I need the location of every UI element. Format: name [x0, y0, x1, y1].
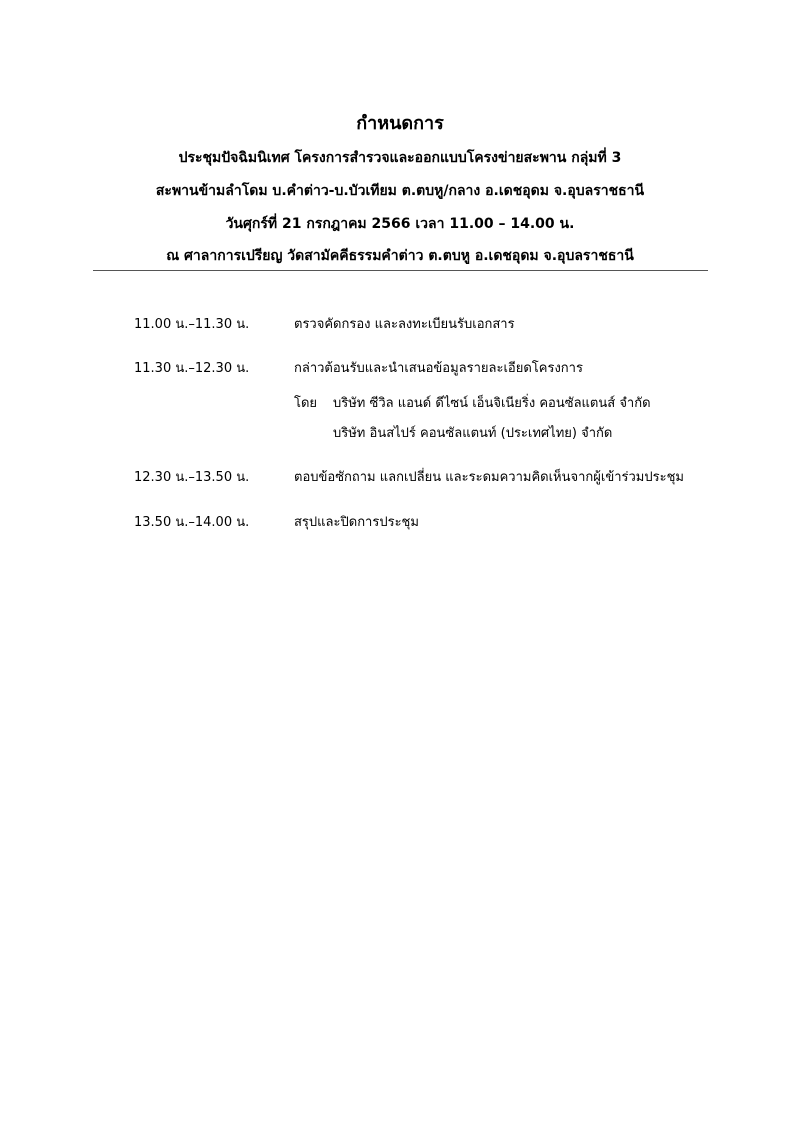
header-divider — [93, 270, 708, 271]
agenda-time: 11.00 น.–11.30 น. — [134, 317, 250, 332]
agenda-time: 11.30 น.–12.30 น. — [134, 361, 250, 376]
meeting-date-time: วันศุกร์ที่ 21 กรกฎาคม 2566 เวลา 11.00 – 14.00 น. — [225, 216, 575, 232]
document-title: กำหนดการ — [356, 113, 444, 134]
agenda-time: 12.30 น.–13.50 น. — [134, 470, 250, 485]
agenda-description: กล่าวต้อนรับและนำเสนอข้อมูลรายละเอียดโครงการ — [294, 361, 583, 376]
agenda-description: ตรวจคัดกรอง และลงทะเบียนรับเอกสาร — [294, 317, 515, 332]
presenter-label: โดย — [294, 396, 318, 411]
meeting-name: ประชุมปัจฉิมนิเทศ โครงการสำรวจและออกแบบโครงข่ายสะพาน กลุ่มที่ 3 — [178, 150, 622, 166]
project-location: สะพานข้ามลำโดม บ.คำต่าว-บ.บัวเทียม ต.ตบหู/กลาง อ.เดชอุดม จ.อุบลราชธานี — [155, 183, 645, 199]
agenda-description: สรุปและปิดการประชุม — [294, 515, 419, 530]
meeting-venue: ณ ศาลาการเปรียญ วัดสามัคคีธรรมคำต่าว ต.ตบหู อ.เดชอุดม จ.อุบลราชธานี — [166, 248, 634, 264]
presenter-company: บริษัท ซีวิล แอนด์ ดีไซน์ เอ็นจิเนียริ่ง คอนซัลแตนส์ จำกัด — [333, 396, 651, 411]
agenda-description: ตอบข้อซักถาม แลกเปลี่ยน และระดมความคิดเห็นจากผู้เข้าร่วมประชุม — [294, 470, 684, 485]
agenda-time: 13.50 น.–14.00 น. — [134, 515, 250, 530]
presenter-company: บริษัท อินสไปร์ คอนซัลแตนท์ (ประเทศไทย) จำกัด — [333, 426, 613, 441]
